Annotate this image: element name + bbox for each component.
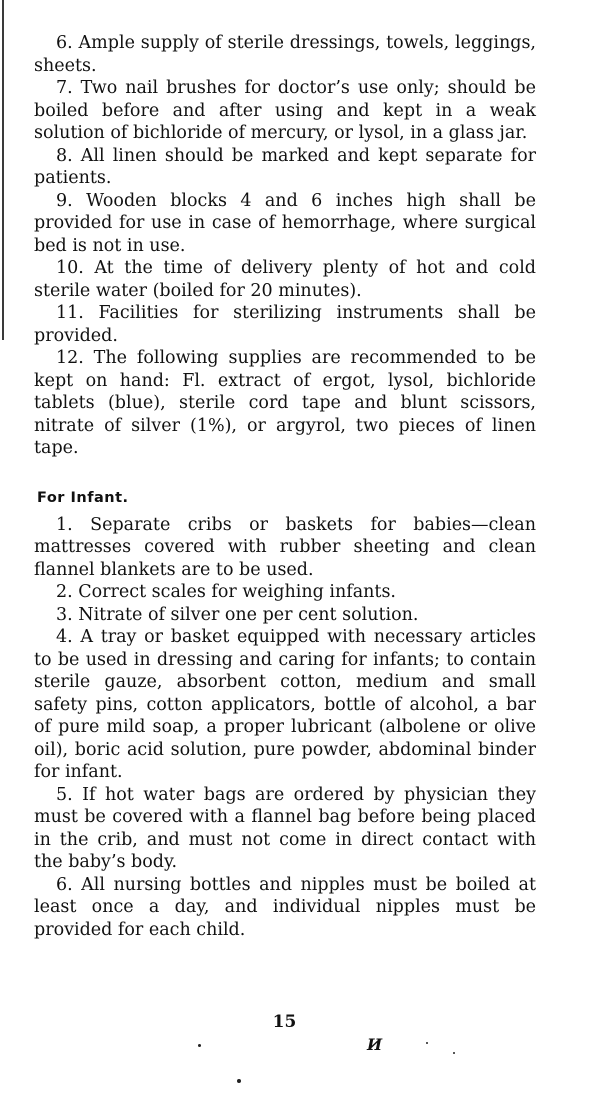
list-item-infant-3: 3. Nitrate of silver one per cent solution.	[56, 604, 419, 625]
list-item-infant-5: 5. If hot water bags are ordered by physician they must be covered with a flannel bag before being placed in the crib, and must not come in direct contact with the baby’s body.	[34, 784, 536, 872]
list-item-mother-10: 10. At the time of delivery plenty of hot and cold sterile water (boiled for 20 minutes).	[34, 258, 536, 301]
binding-edge-line	[2, 0, 4, 340]
list-item-mother-7: 7. Two nail brushes for doctor’s use only; should be boiled before and after using and kept in a weak solution of bichloride of mercury, or lysol, in a glass jar.	[34, 78, 536, 143]
scan-speck	[426, 1042, 428, 1044]
list-item-mother-11: 11. Facilities for sterilizing instruments shall be provided.	[34, 303, 536, 346]
list-item-mother-12: 12. The following supplies are recommended to be kept on hand: Fl. extract of ergot, lysol, bichloride tablets (blue), sterile cord tape and blunt scissors, nitrate of silver (1%), or argyrol, two pieces of linen tape.	[34, 348, 536, 458]
scan-speck	[237, 1079, 241, 1083]
document-page	[34, 32, 536, 941]
list-item-infant-6: 6. All nursing bottles and nipples must be boiled at least once a day, and individual nipples must be provided for each child.	[34, 874, 536, 940]
list-item-mother-9: 9. Wooden blocks 4 and 6 inches high shall be provided for use in case of hemorrhage, where surgical bed is not in use.	[34, 190, 536, 256]
page-number-text: 15	[272, 1012, 297, 1032]
scan-speck	[198, 1044, 201, 1047]
list-item-mother-6: 6. Ample supply of sterile dressings, towels, leggings, sheets.	[34, 33, 536, 76]
list-item-infant-2: 2. Correct scales for weighing infants.	[56, 582, 396, 602]
scan-speck	[453, 1052, 455, 1054]
page-number	[0, 1012, 589, 1032]
list-item-infant-4: 4. A tray or basket equipped with necessary articles to be used in dressing and caring for infants; to contain sterile gauze, absorbent cotton, medium and small safety pins, cotton applicators, bottle of alcohol, a bar of pure mild soap, a proper lubricant (albolene or olive oil), boric acid solution, pure powder, abdominal binder for infant.	[34, 627, 536, 782]
bottom-margin-mark: И	[367, 1035, 383, 1054]
list-item-infant-1: 1. Separate cribs or baskets for babies—clean mattresses covered with rubber sheeting and clean flannel blankets are to be used.	[34, 514, 536, 580]
list-item-mother-8: 8. All linen should be marked and kept separate for patients.	[34, 145, 536, 188]
section-heading-infant: For Infant.	[37, 489, 129, 506]
